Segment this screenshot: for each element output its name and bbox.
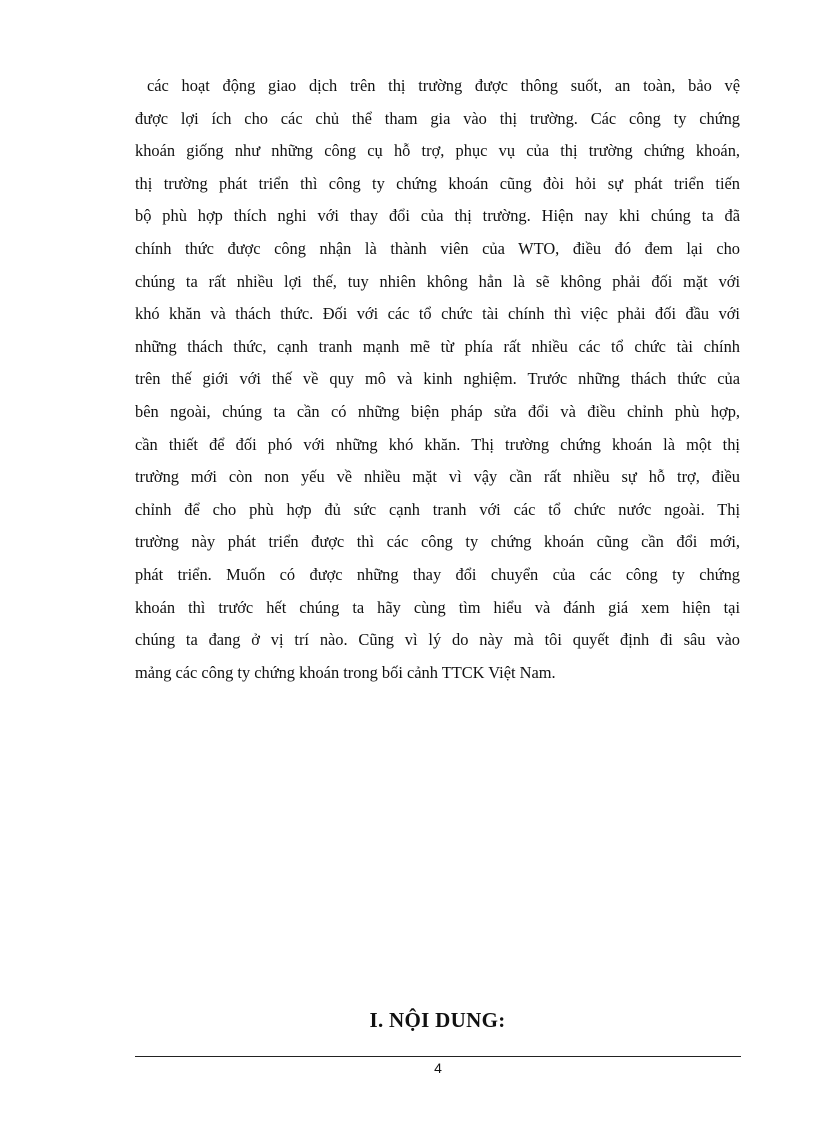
paragraph-line: trên thế giới với thế về quy mô và kinh nghiệm. Trước những thách thức của [135, 369, 740, 389]
paragraph-line: các hoạt động giao dịch trên thị trường được thông suốt, an toàn, bảo vệ [147, 76, 740, 95]
paragraph-line: mảng các công ty chứng khoán trong bối cảnh TTCK Việt Nam. [135, 662, 556, 682]
footer-divider [135, 1056, 741, 1057]
paragraph-line: chúng ta đang ở vị trí nào. Cũng vì lý do này mà tôi quyết định đi sâu vào [135, 630, 740, 650]
section-heading: I. NỘI DUNG: [369, 1008, 506, 1032]
paragraph-line: chúng ta rất nhiều lợi thế, tuy nhiên không hẳn là sẽ không phải đối mặt với [135, 271, 740, 291]
paragraph-line: chính thức được công nhận là thành viên của WTO, điều đó đem lại cho [135, 238, 740, 258]
paragraph-line: chỉnh để cho phù hợp đủ sức cạnh tranh với các tổ chức nước ngoài. Thị [135, 499, 740, 519]
page-number: 4 [434, 1060, 442, 1076]
paragraph-line: thị trường phát triển thì công ty chứng khoán cũng đòi hỏi sự phát triển tiến [135, 173, 740, 193]
paragraph-line: khó khăn và thách thức. Đối với các tổ chức tài chính thì việc phải đối đầu với [135, 304, 740, 324]
paragraph-line: phát triển. Muốn có được những thay đổi chuyển của các công ty chứng [135, 564, 740, 584]
paragraph-line: khoán thì trước hết chúng ta hãy cùng tìm hiểu và đánh giá xem hiện tại [135, 597, 740, 617]
paragraph-line: cần thiết để đối phó với những khó khăn. Thị trường chứng khoán là một thị [135, 434, 740, 454]
paragraph-line: trường mới còn non yếu về nhiều mặt vì vậy cần rất nhiều sự hỗ trợ, điều [135, 467, 740, 487]
body-paragraph [135, 70, 740, 689]
paragraph-line: bộ phù hợp thích nghi với thay đổi của thị trường. Hiện nay khi chúng ta đã [135, 206, 740, 226]
paragraph-line: trường này phát triển được thì các công ty chứng khoán cũng cần đổi mới, [135, 532, 740, 552]
paragraph-line: được lợi ích cho các chủ thể tham gia vào thị trường. Các công ty chứng [135, 108, 740, 128]
paragraph-line: bên ngoài, chúng ta cần có những biện pháp sửa đổi và điều chỉnh phù hợp, [135, 401, 740, 421]
paragraph-line: khoán giống như những công cụ hỗ trợ, phục vụ của thị trường chứng khoán, [135, 141, 740, 161]
paragraph-line: những thách thức, cạnh tranh mạnh mẽ từ phía rất nhiều các tổ chức tài chính [135, 336, 740, 356]
